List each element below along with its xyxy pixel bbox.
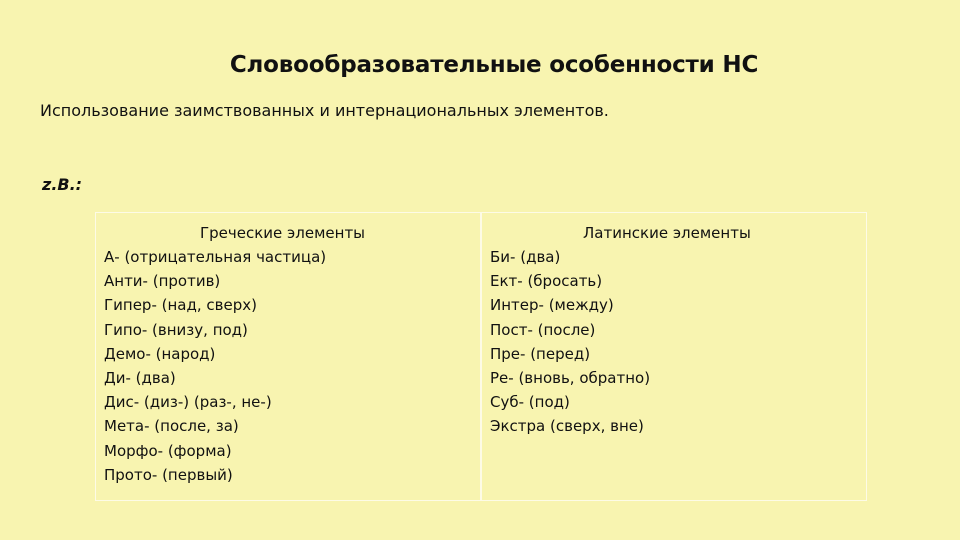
greek-elements-column [96, 213, 482, 500]
greek-elements-heading: Греческие элементы [200, 224, 366, 242]
latin-elements-heading: Латинские элементы [583, 224, 751, 242]
intro-text: Использование заимствованных и интернациональных элементов. [40, 101, 609, 120]
latin-elements-column [482, 213, 866, 500]
greek-element-item: Прото- (первый) [104, 465, 233, 484]
greek-element-item: Демо- (народ) [104, 344, 216, 363]
greek-elements-list [104, 245, 480, 487]
greek-element-item: Морфо- (форма) [104, 441, 232, 460]
example-label: z.B.: [42, 175, 83, 194]
latin-elements-list [490, 245, 866, 439]
greek-element-item: Гипер- (над, сверх) [104, 296, 257, 315]
latin-element-item: Би- (два) [490, 248, 561, 266]
latin-element-item: Пре- (перед) [490, 344, 591, 363]
latin-element-item: Пост- (после) [490, 320, 596, 339]
elements-table [95, 212, 867, 501]
latin-element-item: Ре- (вновь, обратно) [490, 369, 651, 388]
greek-element-item: Мета- (после, за) [104, 417, 239, 436]
latin-element-item: Суб- (под) [490, 393, 570, 412]
greek-element-item: А- (отрицательная частица) [104, 248, 327, 266]
greek-element-item: Гипо- (внизу, под) [104, 320, 248, 339]
latin-element-item: Ект- (бросать) [490, 272, 603, 291]
greek-element-item: Дис- (диз-) (раз-, не-) [104, 393, 272, 412]
greek-element-item: Анти- (против) [104, 272, 221, 291]
latin-element-item: Экстра (сверх, вне) [490, 417, 644, 436]
page-title: Словообразовательные особенности НС [229, 52, 759, 78]
latin-element-item: Интер- (между) [490, 296, 614, 315]
greek-element-item: Ди- (два) [104, 369, 176, 388]
